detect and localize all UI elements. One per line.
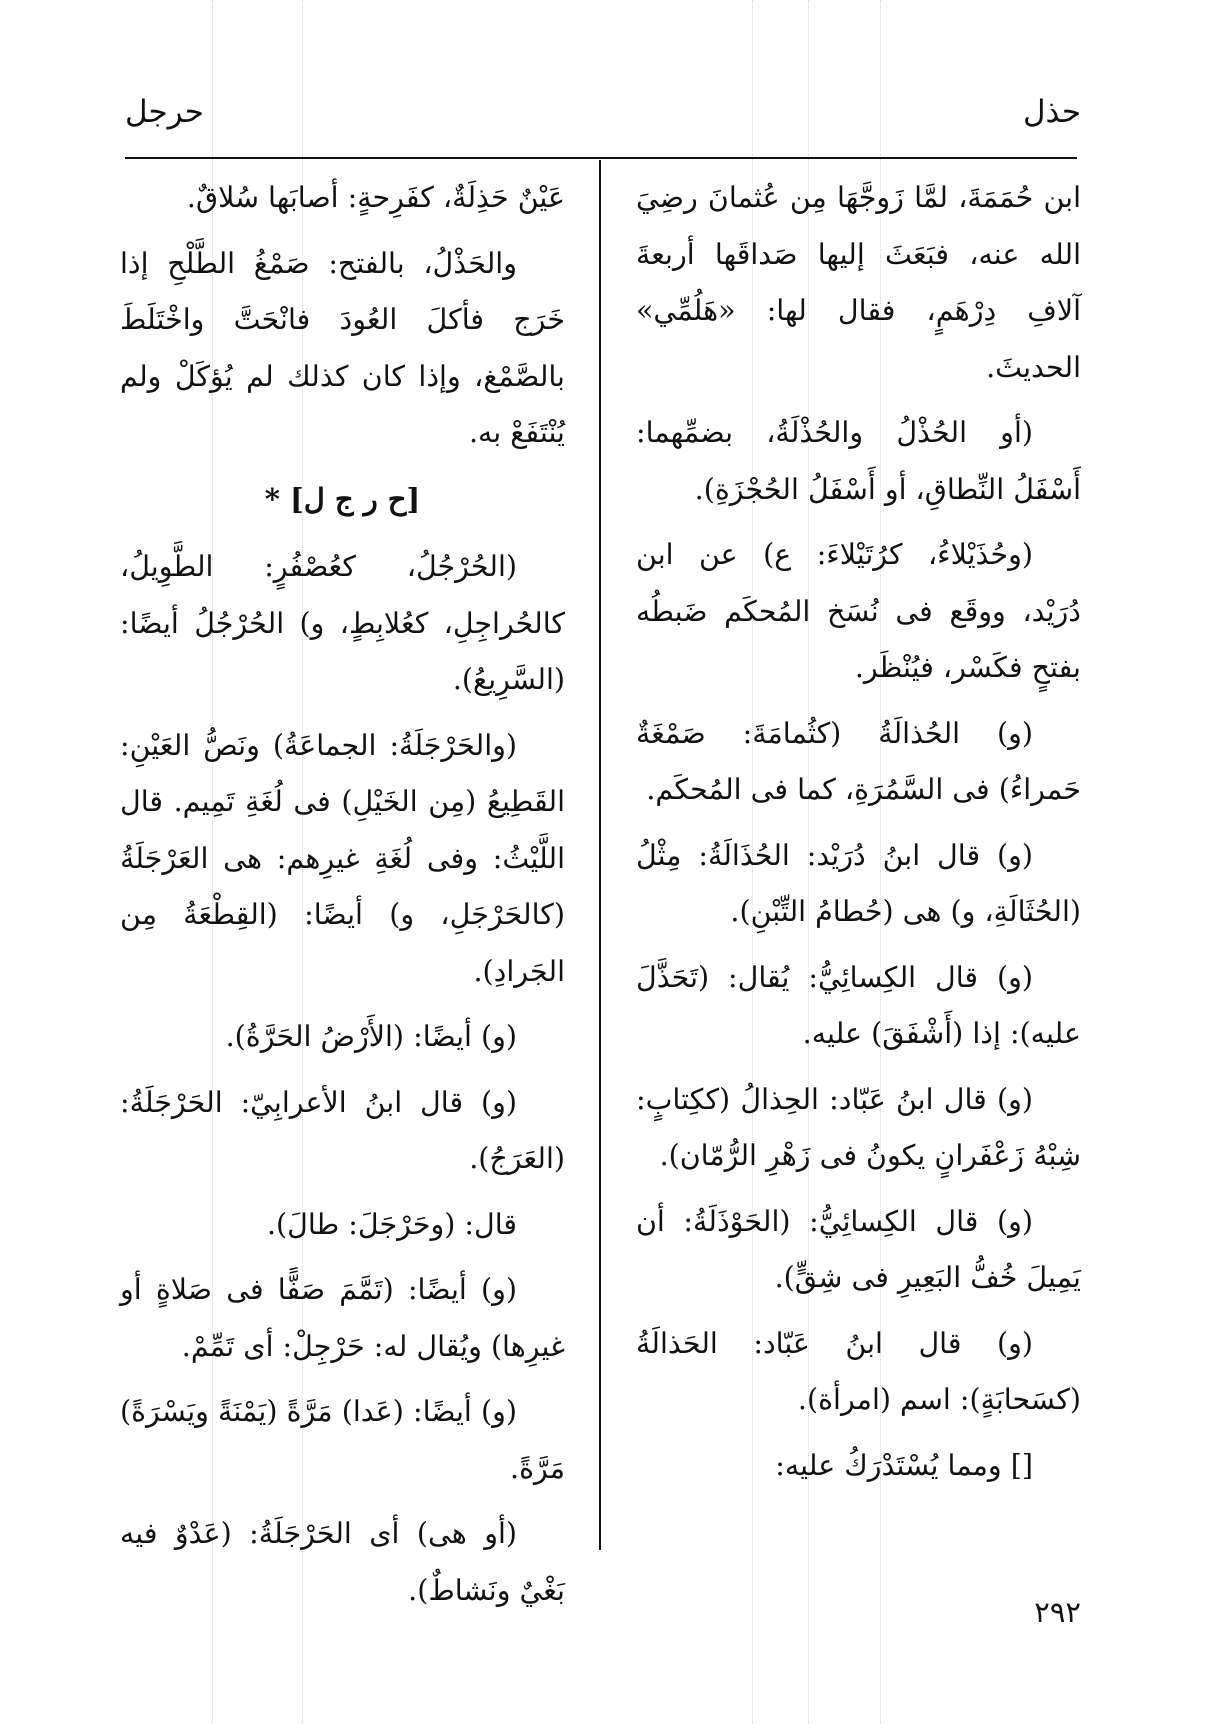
- entry-paragraph: [] ومما يُسْتَدْرَكُ عليه:: [775, 1448, 1033, 1482]
- running-header-current-root: حذل: [1023, 94, 1081, 130]
- entry-paragraph: (أو الحُذْلُ والحُذْلَةُ، بضمِّهما: أَسْفَلُ النِّطاقِ، أو أَسْفَلُ الحُجْزَةِ).: [636, 416, 1081, 506]
- entry-paragraph: (و) أيضًا: (تَمَّمَ صَفًّا فى صَلاةٍ أو غيرِها) ويُقال له: حَرْجِلْ: أى تَمِّمْ.: [120, 1273, 565, 1363]
- entry-paragraph: ابن حُمَمَةَ، لمَّا زَوجَّهَا مِن عُثمانَ رضِيَ الله عنه، فبَعَثَ إليها صَداقَها أربعةَ آلافِ دِرْهَمٍ، فقال لها: «هَلُمِّي» الحديثَ.: [636, 181, 1081, 384]
- entry-paragraph: (و) قال ابنُ دُرَيْد: الحُذَالَةُ: مِثْلُ (الحُثَالَةِ، و) هى (حُطامُ التِّبْنِ).: [636, 838, 1081, 928]
- entry-paragraph: (والحَرْجَلَةُ: الجماعَةُ) ونَصُّ العَيْنِ: القَطِيعُ (مِن الخَيْلِ) فى لُغَةِ تَمِيم. قال اللَّيْثُ: وفى لُغَةِ غيرِهم: هى العَرْجَلَةُ (كالحَرْجَلِ، و) أيضًا: (القِطْعَةُ مِن الجَرادِ).: [120, 728, 565, 988]
- entry-paragraph: قال: (وحَرْجَلَ: طالَ).: [266, 1207, 517, 1241]
- right-column: [636, 170, 1081, 1503]
- entry-paragraph: (أو هى) أى الحَرْجَلَةُ: (عَدْوٌ فيه بَغْيٌ ونَشاطٌ).: [120, 1517, 565, 1607]
- column-divider: [599, 160, 601, 1550]
- entry-paragraph: (وحُذَيْلاءُ، كرُتَيْلاءَ: ع) عن ابن دُرَيْد، ووقَع فى نُسَخ المُحكَم ضَبطُه بفتحٍ فكَسْر، فيُنْظَر.: [636, 538, 1081, 684]
- entry-paragraph: (و) قال ابنُ الأعرابِيّ: الحَرْجَلَةُ: (العَرَجُ).: [120, 1085, 565, 1175]
- entry-paragraph: (و) قال ابنُ عَبّاد: الحِذالُ (ككِتابٍ: شِبْهُ زَعْفَرانٍ يكونُ فى زَهْرِ الرُّمّان).: [636, 1082, 1081, 1172]
- page-number: ٢٩٢: [1034, 1595, 1081, 1629]
- entry-paragraph: (و) قال ابنُ عَبّاد: الحَذالَةُ (كسَحابَةٍ): اسم (امرأة).: [636, 1326, 1081, 1416]
- entry-paragraph: والحَذْلُ، بالفتح: صَمْغُ الطَّلْحِ إذا خَرَج فأكلَ العُودَ فانْحَتَّ واخْتَلَطَ بالصَّمْغ، وإذا كان كذلك لم يُؤكَلْ ولم يُنْتَفَعْ به.: [120, 246, 565, 449]
- entry-paragraph: (و) الحُذالَةُ (كثُمامَةَ: صَمْغَةٌ حَمراءُ) فى السَّمُرَةِ، كما فى المُحكَم.: [636, 716, 1081, 806]
- entry-paragraph: عَيْنٌ حَذِلَةٌ، كفَرِحةٍ: أصابَها سُلاقٌ.: [186, 181, 565, 214]
- entry-paragraph: (و) أيضًا: (عَدا) مَرَّةً (يَمْنَةً ويَسْرَةً) مَرَّةً.: [120, 1395, 565, 1485]
- root-heading: [ح ر ج ل] *: [264, 481, 421, 516]
- header-rule: [125, 157, 1077, 159]
- entry-paragraph: (الحُرْجُلُ، كعُصْفُرٍ: الطَّوِيلُ، كالحُراجِلِ، كعُلابِطٍ، و) الحُرْجُلُ أيضًا: (السَّرِيعُ).: [120, 550, 565, 696]
- entry-paragraph: (و) قال الكِسائِيُّ: (الحَوْذَلَةُ: أن يَمِيلَ خُفُّ البَعِيرِ فى شِقٍّ).: [636, 1204, 1081, 1294]
- entry-paragraph: (و) أيضًا: (الأَرْضُ الحَرَّةُ).: [225, 1020, 517, 1053]
- left-column: [120, 170, 565, 1628]
- running-header-next-root: حرجل: [125, 94, 204, 130]
- entry-paragraph: (و) قال الكِسائِيُّ: يُقال: (تَحَذَّلَ عليه): إذا (أَشْفَقَ) عليه.: [636, 960, 1081, 1050]
